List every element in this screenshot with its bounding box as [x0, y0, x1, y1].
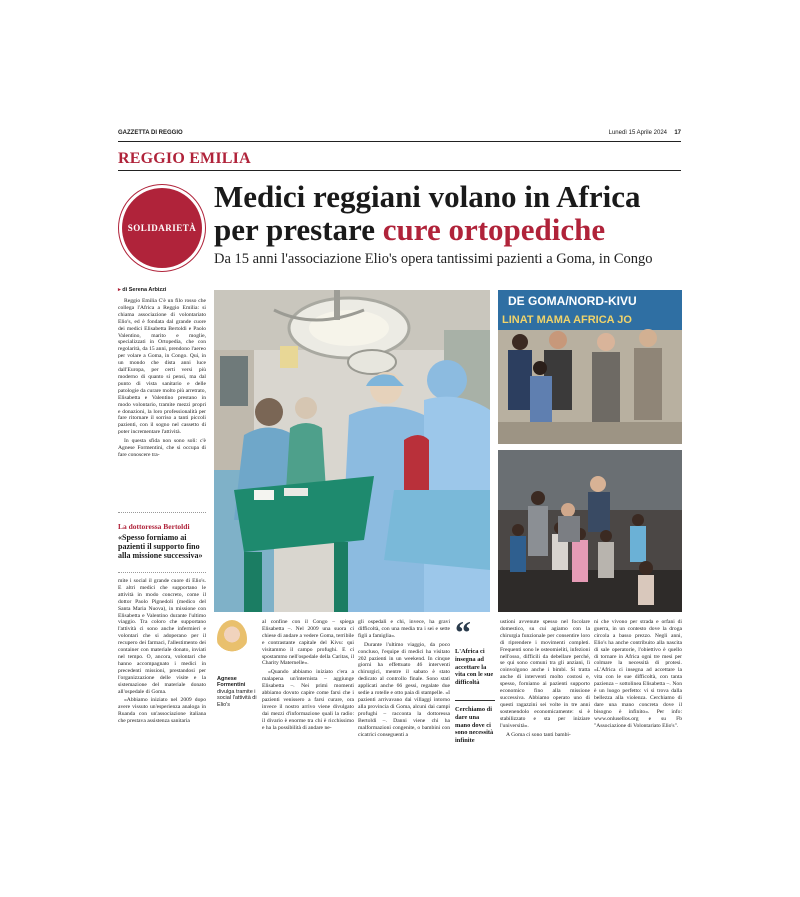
byline-author: di Serena Arbizzi	[122, 287, 167, 293]
pull-quote-2: Cerchiamo di dare una mano dove ci sono necessità infinite	[455, 706, 494, 745]
surgery-photo	[214, 290, 490, 612]
masthead-rule	[118, 141, 681, 142]
body-paragraph: ustioni avvenute spesso nel focolare domestico, su cui agiamo con la chirurgia funzionale per consentire loro di riprendere i movimenti completi. Frequenti sono le osteomieliti, infezioni nell'osso, difficili da debellare perché, se qui sono comuni tra gli anziani, lì coinvolgono anche i bimbi. Si tratta anche di interventi molto costosi e, spesso, forniamo ai pazienti supporto economico fino alla missione successiva. Abbiamo operato uno di questi ragazzini sei volte in tre anni sostenendolo economicamente: si è stabilizzato e sta per iniziare l'università».	[500, 619, 590, 729]
body-column-1	[118, 578, 206, 764]
sidebar-kicker: La dottoressa Bertoldi	[118, 522, 190, 531]
group-photo-image	[498, 290, 682, 444]
sign-text-line2: LINAT MAMA AFRICA JO	[502, 314, 632, 326]
group-photo	[498, 290, 682, 444]
quote-divider	[455, 700, 495, 701]
sign-text-line1: DE GOMA/NORD-KIVU	[508, 294, 637, 308]
surgery-photo-image	[214, 290, 490, 612]
intro-paragraph: In questa sfida non sono soli: c'è Agnese Formentini, che si occupa di fare conoscere tra-	[118, 438, 206, 458]
body-paragraph: Durante l'ultimo viaggio, da poco concluso, l'equipe di medici ha visitato 202 pazienti in un weekend. In cinque giorni ha effettuato 46 interventi chirurgici, mentre il sabato è stato dedicato al controllo finale. Sono stati applicati anche 66 gessi, regalate due sedie a rotelle e otto paia di stampelle. «I pazienti arrivavano dai villaggi intorno alla provincia di Goma, alcuni dai campi profughi – racconta la dottoressa Bertoldi –. Danni viene chi ha malformazioni congenite, o bambini con cicatrici conseguenti a	[358, 641, 450, 738]
masthead-paper: GAZZETTA DI REGGIO	[118, 130, 183, 136]
divider	[118, 572, 206, 573]
body-paragraph: ni che vivono per strada e orfani di guerra, in un contesto dove la droga circola a basso prezzo. Negli anni, Elio's ha anche contribuito alla nascita di sale operatorie, l'obiettivo è quello di tornare in Africa ogni tre mesi per colmare la necessità di protesi. «L'Africa ci insegna ad accettare la vita con le sue difficoltà, con tanta pazienza – sottolinea Elisabetta –. Non è un luogo perfetto: vi si trova dalla bellezza alla violenza. Cerchiamo di dare una mano concreta dove il bisogno è infinito». Per info: www.onlusellos.org e su Fb "Associazione di Volontariato Elio's".	[594, 619, 682, 729]
body-column-2	[262, 619, 354, 765]
photo-caption	[217, 676, 257, 708]
avatar	[217, 620, 247, 658]
intro-paragraph: Reggio Emilia C'è un filo rosso che collega l'Africa a Reggio Emilia: si chiama associazione di volontariato Elio's, ed è fondata dal grande cuore dei medici Elisabetta Bertoldi e Paolo Valentino, marito e moglie, specializzati in Ortopedia, che con regolarità, da 15 anni, prendono l'aereo per volare a Goma, in Congo. Qui, in un mondo che dista anni luce dall'Europa, per certi versi più moderno di quanto si pensi, ma dal punto di vista sanitario e delle patologie da curare molto più arretrato, Elisabetta e Valentino prestano in modo volontario, tramite mezzi propri e donazioni, la loro professionalità per fare ritornare il sorriso a tanti piccoli pazienti, con il sogno nel cassetto di poter incrementare l'attività.	[118, 298, 206, 436]
byline-arrow-icon: ▸	[118, 287, 123, 293]
sidebar-title: «Spesso forniamo ai pazienti il supporto fino alla missione successiva»	[118, 533, 203, 560]
byline	[118, 287, 166, 293]
children-photo	[498, 450, 682, 612]
caption-text: divulga tramite i social l'attività di Elio's	[217, 688, 257, 708]
subheadline: Da 15 anni l'associazione Elio's opera tantissimi pazienti a Goma, in Congo	[214, 251, 653, 267]
headline	[214, 180, 684, 246]
body-paragraph: al confine con il Congo – spiega Elisabetta –. Nel 2009 una suora ci chiese di andare a vedere Goma, terribile e contrastante capitale del Kivu: qui visitammo il campo profughi. E ci spostammo nell'ospedale della Caritas, il Charity Maternelle».	[262, 619, 354, 667]
body-paragraph: «Quando abbiamo iniziato c'era a malapena un'internista – aggiunge Elisabetta –. Nei primi momenti abbiamo dovuto capire come farsi che i pazienti venissero a farsi curare, ora invece il nostro arrivo viene divulgato dai mezzi d'informazione quali la radio: il divario è enorme tra chi è ricchissimo e ha la possibilità di andare ne-	[262, 669, 354, 731]
intro-column	[118, 298, 206, 504]
section-title: REGGIO EMILIA	[118, 150, 251, 167]
masthead-date: Lunedì 15 Aprile 2024	[608, 130, 667, 136]
page-number: 17	[674, 130, 681, 136]
body-column-4	[500, 619, 590, 765]
section-rule	[118, 170, 681, 171]
caption-name: Agnese Formentini	[217, 676, 246, 689]
body-paragraph: «Abbiamo iniziato nel 2009 dopo avere vissuto un'esperienza analoga in Ruanda con un'associazione italiana che prestava assistenza sanitaria	[118, 697, 206, 725]
quote-icon: “	[455, 614, 471, 650]
category-badge: SOLIDARIETÀ	[122, 188, 202, 268]
body-paragraph: gli ospedali e chi, invece, ha gravi difficoltà, con una media tra i sei e sette figli a famiglia».	[358, 619, 450, 639]
pull-quote-1: L'Africa ci insegna ad accettare la vita con le sue difficoltà	[455, 648, 494, 687]
headline-main: Medici reggiani volano in Africa per prestare	[214, 179, 641, 247]
body-column-5	[594, 619, 682, 765]
children-photo-image	[498, 450, 682, 612]
divider	[118, 512, 206, 513]
body-column-3	[358, 619, 450, 765]
body-paragraph: mite i social il grande cuore di Elio's. E altri medici che supportano le attività in modo concreto, come il dottor Paolo Pignedoli (medico del Santa Maria Nuova), in missione con Elisabetta e Valentino durante l'ultimo viaggio. Tra coloro che supportano l'attività ci sono anche infermieri e volontari che si adoperano per il recupero dei farmaci, l'allestimento dei container con materiale donato, inviati nel tempo. O, ancora, volontari che hanno accompagnato i medici in precedenti missioni, prestandosi per l'organizzazione delle visite e la sistemazione del materiale donato all'ospedale di Goma.	[118, 578, 206, 695]
body-paragraph: A Goma ci sono tanti bambi-	[506, 731, 571, 738]
headline-highlight: cure ortopediche	[382, 212, 606, 247]
